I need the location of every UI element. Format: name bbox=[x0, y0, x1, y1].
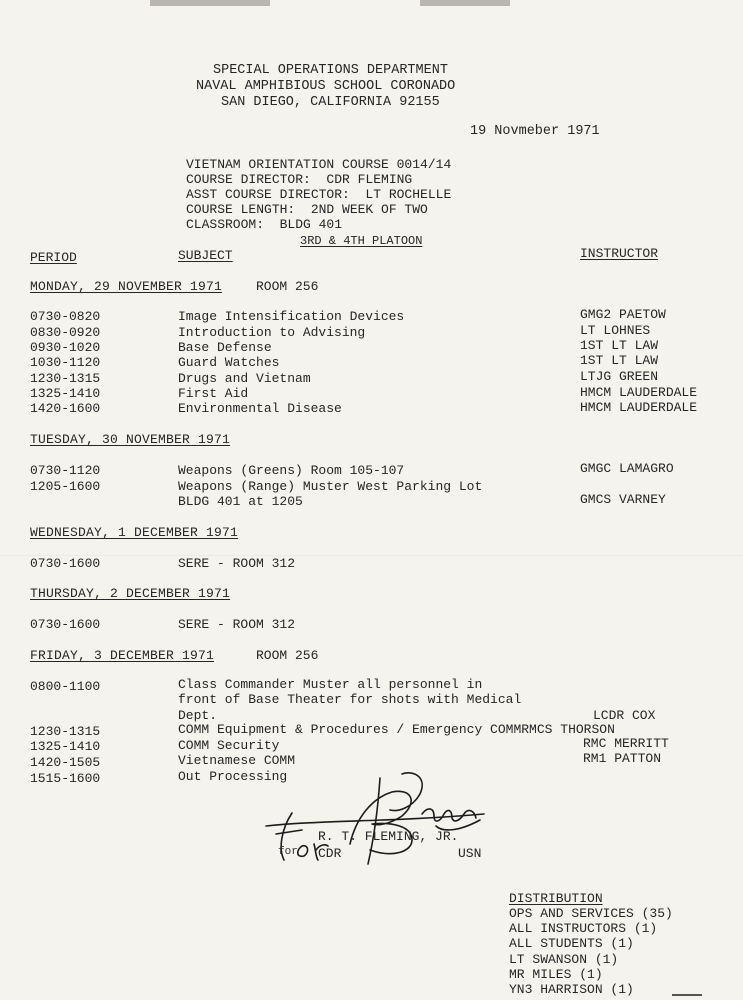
subject: Class Commander Muster all personnel in bbox=[178, 677, 483, 692]
period-time: 1515-1600 bbox=[30, 771, 101, 786]
instructor: 1ST LT LAW bbox=[580, 353, 659, 368]
distribution-item: YN3 HARRISON (1) bbox=[509, 982, 634, 997]
signature-icon bbox=[262, 768, 502, 878]
subject: Base Defense bbox=[178, 340, 272, 355]
subject: COMM Security bbox=[178, 738, 280, 753]
platoon-label: 3RD & 4TH PLATOON bbox=[300, 234, 423, 248]
instructor: HMCM LAUDERDALE bbox=[580, 400, 698, 415]
distribution-item: ALL INSTRUCTORS (1) bbox=[509, 921, 658, 936]
subject: Out Processing bbox=[178, 769, 288, 784]
distribution-item: MR MILES (1) bbox=[509, 967, 603, 982]
monday-heading: MONDAY, 29 NOVEMBER 1971 bbox=[30, 279, 223, 294]
signer-name: R. T. FLEMING, JR. bbox=[318, 829, 459, 844]
period-time: 0730-0820 bbox=[30, 309, 101, 324]
period-time: 0730-1120 bbox=[30, 463, 101, 478]
subject-continuation: BLDG 401 at 1205 bbox=[178, 494, 303, 509]
subject: COMM Equipment & Procedures / Emergency COMMRMCS THORSON bbox=[178, 722, 615, 737]
monday-room: ROOM 256 bbox=[256, 279, 319, 294]
subject: SERE - ROOM 312 bbox=[178, 617, 296, 632]
school-name: NAVAL AMPHIBIOUS SCHOOL CORONADO bbox=[196, 79, 456, 94]
subject: First Aid bbox=[178, 386, 249, 401]
school-address: SAN DIEGO, CALIFORNIA 92155 bbox=[221, 95, 440, 110]
signer-service: USN bbox=[458, 846, 482, 861]
distribution-heading: DISTRIBUTION bbox=[509, 891, 603, 906]
instructor: RMC MERRITT bbox=[583, 736, 669, 751]
subject: SERE - ROOM 312 bbox=[178, 556, 296, 571]
classroom: CLASSROOM: BLDG 401 bbox=[186, 217, 343, 232]
signature-prefix: for bbox=[278, 846, 298, 858]
tuesday-heading: TUESDAY, 30 NOVEMBER 1971 bbox=[30, 432, 231, 447]
course-director: COURSE DIRECTOR: CDR FLEMING bbox=[186, 172, 413, 187]
instructor: GMCS VARNEY bbox=[580, 492, 666, 507]
instructor: LT LOHNES bbox=[580, 323, 651, 338]
column-header-period: PERIOD bbox=[30, 250, 77, 265]
instructor: RM1 PATTON bbox=[583, 751, 662, 766]
handwritten-signature bbox=[262, 768, 502, 878]
instructor: LCDR COX bbox=[593, 708, 656, 723]
friday-heading: FRIDAY, 3 DECEMBER 1971 bbox=[30, 648, 215, 663]
period-time: 0730-1600 bbox=[30, 556, 101, 571]
instructor: GMGC LAMAGRO bbox=[580, 461, 674, 476]
period-time: 1230-1315 bbox=[30, 371, 101, 386]
distribution-item: OPS AND SERVICES (35) bbox=[509, 906, 673, 921]
subject: Guard Watches bbox=[178, 355, 280, 370]
document-date: 19 Novmeber 1971 bbox=[470, 124, 600, 139]
period-time: 0930-1020 bbox=[30, 340, 101, 355]
subject: Introduction to Advising bbox=[178, 325, 366, 340]
period-time: 0830-0920 bbox=[30, 325, 101, 340]
paper-fold bbox=[0, 555, 743, 557]
top-edge-mark bbox=[150, 0, 270, 6]
column-header-instructor: INSTRUCTOR bbox=[580, 246, 659, 261]
signer-rank: CDR bbox=[318, 846, 342, 861]
subject: Environmental Disease bbox=[178, 401, 342, 416]
subject: Weapons (Range) Muster West Parking Lot bbox=[178, 479, 483, 494]
period-time: 1205-1600 bbox=[30, 479, 101, 494]
subject-continuation: front of Base Theater for shots with Medical bbox=[178, 692, 522, 707]
period-time: 0730-1600 bbox=[30, 617, 101, 632]
friday-room: ROOM 256 bbox=[256, 648, 319, 663]
distribution-item: ALL STUDENTS (1) bbox=[509, 936, 634, 951]
subject: Image Intensification Devices bbox=[178, 309, 405, 324]
thursday-heading: THURSDAY, 2 DECEMBER 1971 bbox=[30, 586, 231, 601]
period-time: 1420-1600 bbox=[30, 401, 101, 416]
dept-name: SPECIAL OPERATIONS DEPARTMENT bbox=[213, 63, 448, 78]
period-time: 1325-1410 bbox=[30, 386, 101, 401]
period-time: 1230-1315 bbox=[30, 724, 101, 739]
subject: Weapons (Greens) Room 105-107 bbox=[178, 463, 405, 478]
period-time: 0800-1100 bbox=[30, 679, 101, 694]
subject: Vietnamese COMM bbox=[178, 753, 296, 768]
instructor: 1ST LT LAW bbox=[580, 338, 659, 353]
top-edge-mark bbox=[420, 0, 510, 6]
instructor: HMCM LAUDERDALE bbox=[580, 385, 698, 400]
period-time: 1325-1410 bbox=[30, 739, 101, 754]
distribution-item: LT SWANSON (1) bbox=[509, 952, 619, 967]
asst-course-director: ASST COURSE DIRECTOR: LT ROCHELLE bbox=[186, 187, 452, 202]
period-time: 1420-1505 bbox=[30, 755, 101, 770]
period-time: 1030-1120 bbox=[30, 355, 101, 370]
instructor: GMG2 PAETOW bbox=[580, 307, 666, 322]
column-header-subject: SUBJECT bbox=[178, 248, 233, 263]
subject: Drugs and Vietnam bbox=[178, 371, 311, 386]
cut-off-text-mark bbox=[672, 994, 702, 1000]
course-name: VIETNAM ORIENTATION COURSE 0014/14 bbox=[186, 157, 452, 172]
instructor: LTJG GREEN bbox=[580, 369, 659, 384]
subject-continuation: Dept. bbox=[178, 708, 218, 723]
wednesday-heading: WEDNESDAY, 1 DECEMBER 1971 bbox=[30, 525, 239, 540]
course-length: COURSE LENGTH: 2ND WEEK OF TWO bbox=[186, 202, 428, 217]
